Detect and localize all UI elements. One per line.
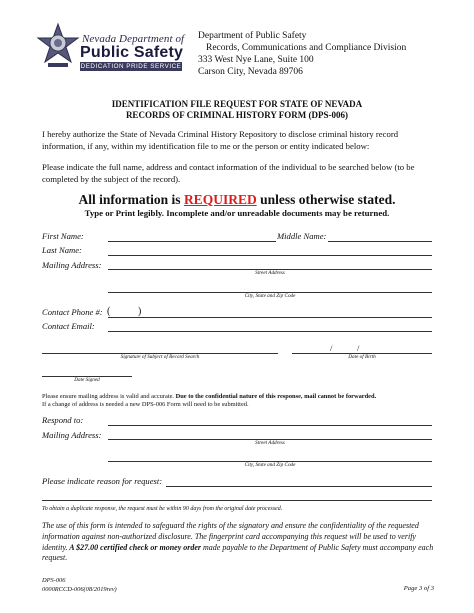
date-of-birth-caption: Date of Birth [348,354,376,360]
first-name-field[interactable] [108,241,276,242]
signature-caption: Signature of Subject of Record Search [120,354,200,360]
contact-phone-label: Contact Phone #: [42,307,103,317]
address-line-4: Carson City, Nevada 89706 [198,67,303,77]
mailing-notice-second: If a change of address is needed a new DPS-006 Form will need to be submitted. [42,401,249,408]
page-number: Page 3 of 3 [403,585,434,592]
reason-field[interactable] [166,486,432,487]
respond-street-address-caption: Street Address [255,440,285,446]
logo-public-safety-text: Public Safety [80,44,184,61]
mailing-notice-bold: Due to the confidential nature of this response, mail cannot be forwarded. [175,393,377,400]
first-name-label: First Name: [42,231,84,241]
required-notice-prefix: All information is [78,192,184,207]
contact-phone-field[interactable] [108,317,432,318]
city-state-zip-caption: City, State and Zip Code [244,293,296,299]
street-address-caption: Street Address [255,270,285,276]
use-notice [42,521,436,564]
respond-to-label: Respond to: [42,415,84,425]
required-notice-suffix: unless otherwise stated. [256,192,396,207]
address-line-1: Department of Public Safety [198,31,307,41]
reason-label: Please indicate reason for request: [42,476,163,486]
date-signed-caption: Date Signed [74,377,100,383]
last-name-field[interactable] [108,255,432,256]
mailing-address-label: Mailing Address: [42,260,102,270]
dob-slash-1: / [330,343,333,353]
form-title-line-2: RECORDS OF CRIMINAL HISTORY FORM (DPS-006) [125,110,349,120]
last-name-label: Last Name: [42,245,82,255]
logo-department-text: Nevada Department of [82,33,185,45]
contact-email-label: Contact Email: [42,321,95,331]
use-notice-part-2: made payable to the Department of Public Safety must accompany each request. [42,542,434,563]
duplicate-note: To obtain a duplicate response, the request must be within 90 days from the original date processed. [42,506,283,512]
middle-name-field[interactable] [328,241,432,242]
required-notice [0,192,474,208]
reason-field-line-2[interactable] [42,500,432,501]
use-notice-fee: A $27.00 certified check or money order [67,542,202,552]
dps-star-badge-icon [36,22,80,70]
form-revision: 0000RCCD-006(08/2019rev) [42,585,117,593]
instruction-paragraph: Please indicate the full name, address and contact information of the individual to be searched below (to be completed by the subject of the record). [42,162,415,184]
use-notice-part-1: The use of this form is intended to safeguard the rights of the signatory and ensure the confidentiality of the requested information against non-authorized disclosure. The fingerprint card accompanying this request will be used to verify identity. [42,521,419,552]
authorization-paragraph: I hereby authorize the State of Nevada Criminal History Repository to disclose criminal history record information, if any, within my identification file to me or the person or entity indicated below: [42,129,399,151]
department-address [198,30,406,78]
mailing-notice-prefix: Please ensure mailing address is valid and accurate. [42,393,175,400]
contact-email-field[interactable] [108,331,432,332]
required-word: REQUIRED [183,192,257,207]
respond-city-state-zip-caption: City, State and Zip Code [244,462,296,468]
dob-slash-2: / [357,343,360,353]
footer-form-id [42,577,117,594]
phone-open-paren: ( [107,306,111,317]
middle-name-label: Middle Name: [277,231,327,241]
phone-close-paren: ) [138,306,142,317]
logo-tagline: DEDICATION PRIDE SERVICE [80,63,182,70]
respond-mailing-address-label: Mailing Address: [42,430,102,440]
form-id: DPS-006 [42,577,66,584]
address-line-3: 333 West Nye Lane, Suite 100 [198,55,314,65]
legibility-notice: Type or Print legibly. Incomplete and/or unreadable documents may be returned. [84,208,390,218]
form-title-line-1: IDENTIFICATION FILE REQUEST FOR STATE OF NEVADA [111,99,363,109]
respond-to-field[interactable] [108,425,432,426]
mailing-notice [42,393,442,409]
address-line-2: Records, Communications and Compliance Division [206,43,407,53]
